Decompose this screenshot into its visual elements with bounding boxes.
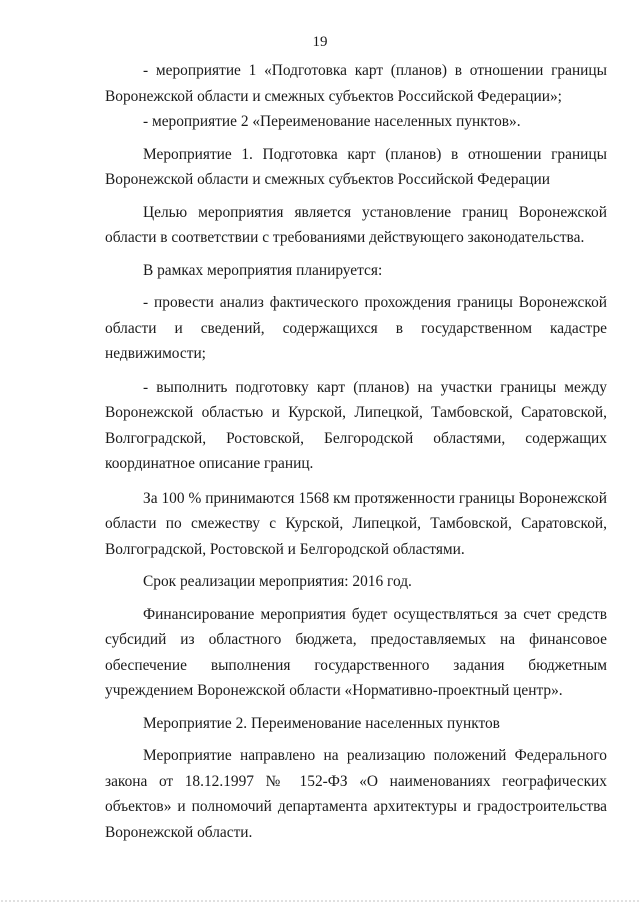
document-body [105,58,607,845]
paragraph-event-1-item: - мероприятие 1 «Подготовка карт (планов) в отношении границы Воронежской области и смежных субъектов Российской Федерации»; [105,62,607,105]
paragraph-event-1-heading: Мероприятие 1. Подготовка карт (планов) в отношении границы Воронежской области и смежных субъектов Российской Федерации [105,145,607,188]
paragraph-financing: Финансирование мероприятия будет осуществляться за счет средств субсидий из областного бюджета, предоставляемых на финансовое обеспечение выполнения государственного задания бюджетным учреждением Воронежской области «Нормативно-проектный центр». [105,605,607,699]
paragraph-event-2-purpose: Мероприятие направлено на реализацию положений Федерального закона от 18.12.1997 № 152-ФЗ «О наименованиях географических объектов» и полномочий департамента архитектуры и градостроительства Воронежской области. [105,747,607,841]
page-number: 19 [312,34,328,50]
paragraph-planned-analysis: - провести анализ фактического прохождения границы Воронежской области и сведений, содержащихся в государственном кадастре недвижимости; [105,294,607,362]
paragraph-border-length: За 100 % принимаются 1568 км протяженности границы Воронежской области по смежеству с Курской, Липецкой, Тамбовской, Саратовской, Волгоградской, Ростовской и Белгородской областями. [105,489,607,558]
paragraph-planned-intro: В рамках мероприятия планируется: [143,261,383,279]
paragraph-goal: Целью мероприятия является установление границ Воронежской области в соответствии с требованиями действующего законодательства. [105,203,607,246]
paragraph-event-2-heading: Мероприятие 2. Переименование населенных пунктов [143,714,500,732]
paragraph-event-2-item: - мероприятие 2 «Переименование населенных пунктов». [143,113,521,130]
paragraph-deadline: Срок реализации мероприятия: 2016 год. [143,573,412,590]
paragraph-planned-maps: - выполнить подготовку карт (планов) на участки границы между Воронежской областью и Курской, Липецкой, Тамбовской, Саратовской, Волгоградской, Ростовской, Белгородской областями, содержащих координатное описание границ. [105,378,607,472]
